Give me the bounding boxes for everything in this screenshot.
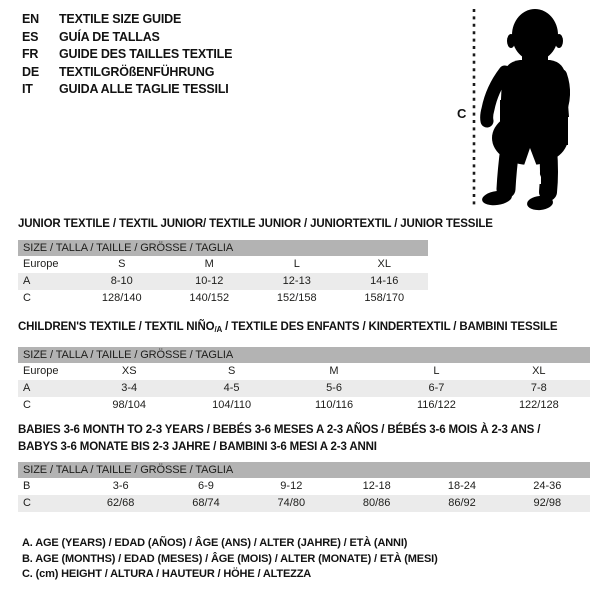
size-cell: 110/116 bbox=[314, 399, 354, 411]
row-label: C bbox=[23, 292, 31, 304]
language-code: ES bbox=[22, 29, 39, 44]
footnote-height: C. (cm) HEIGHT / ALTURA / HAUTEUR / HÖHE / ALTEZZA bbox=[22, 568, 312, 580]
language-code: IT bbox=[22, 82, 33, 96]
babies-table-title-line2: BABYS 3-6 MONATE BIS 2-3 JAHRE / BAMBINI 3-6 MESI A 2-3 ANNI bbox=[18, 441, 377, 453]
size-cell: 128/140 bbox=[101, 292, 142, 304]
row-label: A bbox=[23, 382, 31, 394]
size-cell: 104/110 bbox=[212, 399, 252, 411]
footnote-age-years: A. AGE (YEARS) / EDAD (AÑOS) / ÂGE (ANS) / ALTER (JAHRE) / ETÀ (ANNI) bbox=[22, 537, 408, 549]
footnote-age-months: B. AGE (MONTHS) / EDAD (MESES) / ÂGE (MOIS) / ALTER (MONATE) / ETÀ (MESI) bbox=[22, 552, 438, 565]
table-row-height bbox=[18, 495, 590, 512]
size-cell: 7-8 bbox=[530, 382, 547, 394]
size-cell: 24-36 bbox=[533, 480, 562, 492]
row-label: A bbox=[23, 275, 31, 287]
language-code: EN bbox=[22, 12, 39, 26]
language-code: DE bbox=[22, 64, 39, 79]
size-cell: S bbox=[118, 258, 126, 270]
language-code: FR bbox=[22, 47, 39, 61]
row-label: Europe bbox=[23, 365, 59, 377]
size-header-bar: SIZE / TALLA / TAILLE / GRÖSSE / TAGLIA bbox=[18, 347, 590, 363]
size-cell: L bbox=[433, 365, 440, 377]
size-cell: 4-5 bbox=[223, 382, 240, 394]
height-measure-figure bbox=[445, 5, 600, 217]
size-cell: XL bbox=[532, 365, 546, 377]
language-row-it bbox=[22, 81, 232, 99]
size-cell: 152/158 bbox=[276, 292, 317, 304]
size-cell: 6-7 bbox=[428, 382, 445, 394]
size-cell: 3-4 bbox=[121, 382, 138, 394]
babies-textile-section bbox=[18, 422, 590, 512]
size-cell: 158/170 bbox=[364, 292, 405, 304]
language-row-es bbox=[22, 29, 232, 47]
size-cell: M bbox=[204, 258, 214, 270]
language-row-fr bbox=[22, 46, 232, 64]
row-label: C bbox=[23, 399, 31, 411]
table-row-height bbox=[18, 290, 428, 307]
size-cell: 140/152 bbox=[189, 292, 230, 304]
size-cell: 8-10 bbox=[110, 275, 133, 287]
title-text: / TEXTILE DES ENFANTS / KINDERTEXTIL / BAMBINI TESSILE bbox=[222, 321, 558, 333]
baby-silhouette-icon bbox=[445, 5, 600, 217]
size-cell: 12-13 bbox=[282, 275, 311, 287]
language-title: GUIDA ALLE TAGLIE TESSILI bbox=[59, 82, 229, 96]
children-textile-section bbox=[18, 319, 590, 414]
children-table-title bbox=[18, 319, 590, 338]
size-cell: XL bbox=[377, 258, 391, 270]
junior-textile-section bbox=[18, 216, 493, 307]
size-cell: 18-24 bbox=[447, 480, 477, 492]
size-header-bar: SIZE / TALLA / TAILLE / GRÖSSE / TAGLIA bbox=[18, 240, 428, 256]
size-cell: 6-9 bbox=[198, 480, 214, 492]
size-cell: 92/98 bbox=[533, 497, 562, 509]
size-cell: 9-12 bbox=[280, 480, 303, 492]
height-measure-label: C bbox=[457, 106, 467, 121]
baby-silhouette bbox=[481, 9, 569, 211]
size-cell: 14-16 bbox=[370, 275, 399, 287]
size-cell: 62/68 bbox=[106, 497, 135, 509]
table-row-europe bbox=[18, 256, 428, 273]
size-cell: S bbox=[227, 365, 236, 377]
size-cell: 74/80 bbox=[277, 497, 306, 509]
title-text: CHILDREN'S TEXTILE / TEXTIL NIÑO bbox=[18, 321, 215, 333]
language-row-de bbox=[22, 64, 232, 82]
size-cell: L bbox=[293, 258, 300, 270]
size-cell: 122/128 bbox=[518, 399, 559, 411]
size-cell: 86/92 bbox=[448, 497, 476, 509]
size-cell: 98/104 bbox=[112, 399, 147, 411]
title-subscript: /A bbox=[214, 325, 223, 334]
table-row-age-years bbox=[18, 273, 428, 290]
size-header-bar: SIZE / TALLA / TAILLE / GRÖSSE / TAGLIA bbox=[18, 462, 590, 478]
size-cell: 10-12 bbox=[195, 275, 224, 287]
size-cell: 80/86 bbox=[362, 497, 391, 509]
row-label: Europe bbox=[23, 258, 59, 270]
babies-size-table bbox=[18, 462, 590, 512]
row-label: B bbox=[23, 480, 31, 492]
children-size-table bbox=[18, 347, 590, 414]
table-row-europe bbox=[18, 363, 590, 380]
language-title: GUÍA DE TALLAS bbox=[59, 29, 160, 44]
size-cell: 68/74 bbox=[192, 497, 220, 509]
size-cell: XS bbox=[121, 365, 137, 377]
table-row-age-months bbox=[18, 478, 590, 495]
size-cell: M bbox=[329, 365, 339, 377]
legend-footnotes bbox=[22, 536, 438, 583]
size-cell: 116/122 bbox=[416, 399, 456, 411]
size-cell: 5-6 bbox=[326, 382, 342, 394]
size-cell: 12-18 bbox=[362, 480, 391, 492]
size-cell: 3-6 bbox=[112, 480, 129, 492]
language-title: GUIDE DES TAILLES TEXTILE bbox=[59, 47, 233, 61]
language-title: TEXTILGRÖßENFÜHRUNG bbox=[59, 64, 215, 79]
table-row-height bbox=[18, 397, 590, 414]
language-title-list bbox=[22, 11, 232, 99]
row-label: C bbox=[23, 497, 31, 509]
language-title: TEXTILE SIZE GUIDE bbox=[59, 12, 182, 26]
junior-table-title: JUNIOR TEXTILE / TEXTIL JUNIOR/ TEXTILE JUNIOR / JUNIORTEXTIL / JUNIOR TESSILE bbox=[18, 218, 493, 230]
babies-table-title-line1: BABIES 3-6 MONTH TO 2-3 YEARS / BEBÉS 3-6 MESES A 2-3 AÑOS / BÉBÉS 3-6 MOIS À 2-3 ANS / bbox=[18, 424, 541, 436]
table-row-age-years bbox=[18, 380, 590, 397]
language-row-en bbox=[22, 11, 232, 29]
junior-size-table bbox=[18, 240, 428, 307]
